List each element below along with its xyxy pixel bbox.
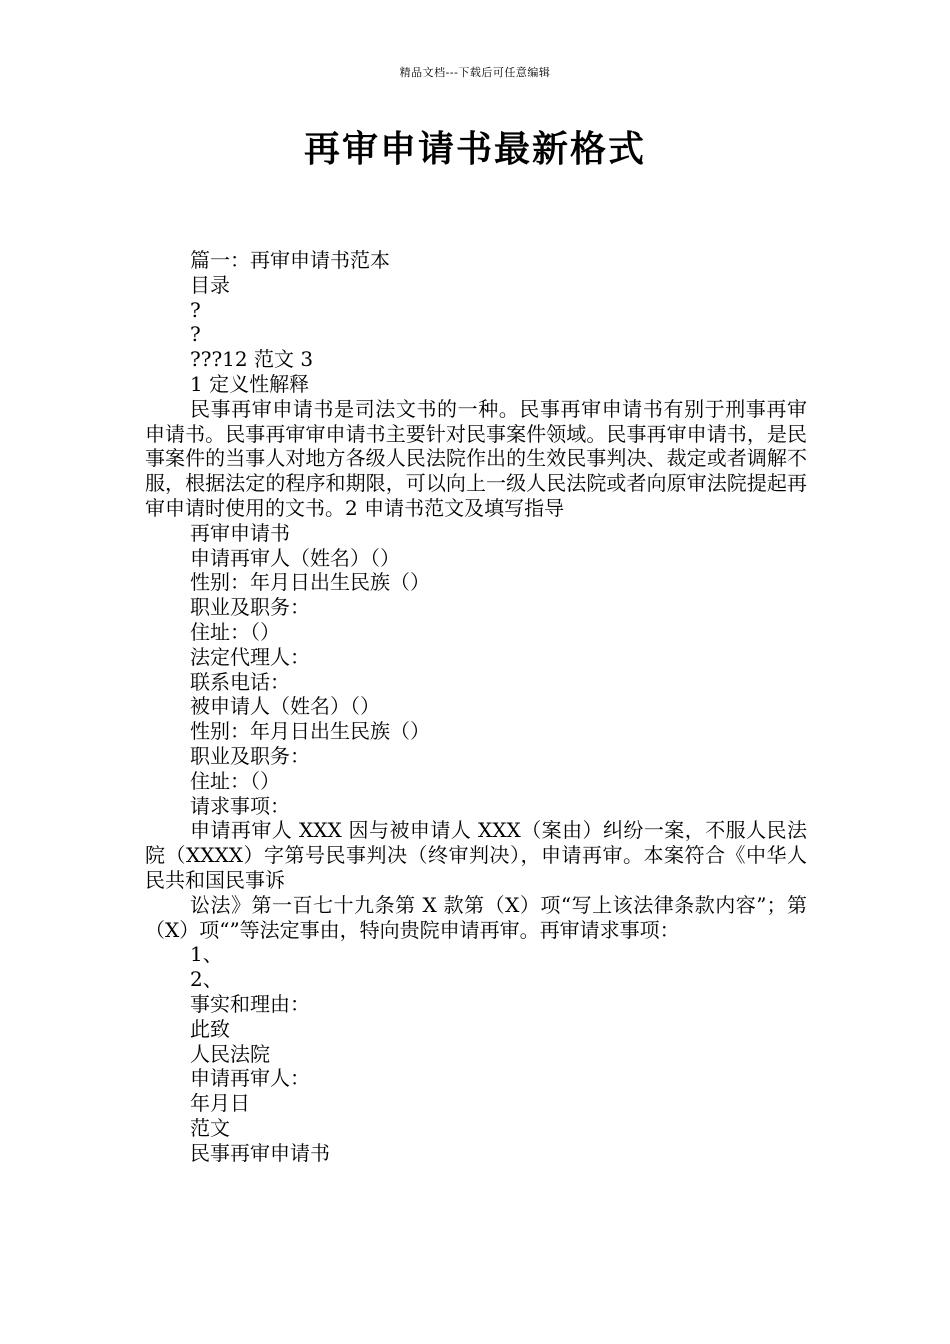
form-line: 年月日 [190, 1091, 250, 1116]
form-line: 性别：年月日出生民族（） [190, 719, 430, 744]
section-heading: 范文 [190, 1115, 230, 1140]
form-line: 申请再审人： [190, 1066, 310, 1091]
form-line: 性别：年月日出生民族（） [190, 570, 430, 595]
form-line: 此致 [190, 1016, 230, 1041]
form-line: 被申请人（姓名）（） [190, 694, 380, 719]
request-paragraph-continued: 讼法》第一百七十九条第 X 款第（X）项“写上该法律条款内容”；第（X）项“”等法定事由，特向贵院申请再审。再审请求事项： [145, 892, 807, 942]
form-line: 法定代理人： [190, 644, 310, 669]
form-line: 人民法院 [190, 1041, 270, 1066]
form-title: 民事再审申请书 [190, 1140, 330, 1165]
form-line: 联系电话： [190, 669, 290, 694]
request-paragraph: 申请再审人 XXX 因与被申请人 XXX（案由）纠纷一案，不服人民法院（XXXX）字第号民事判决（终审判决），申请再审。本案符合《中华人民共和国民事诉 [145, 818, 807, 892]
toc-item: ???12 范文 3 [190, 347, 314, 372]
form-line: 住址：（） [190, 619, 280, 644]
list-item: 1、 [190, 942, 223, 967]
form-line: 请求事项： [190, 793, 290, 818]
document-body [145, 248, 807, 1165]
subsection-heading: 1 定义性解释 [190, 371, 310, 396]
list-item: 2、 [190, 967, 223, 992]
form-title: 再审申请书 [190, 520, 290, 545]
header-note: 精品文档---下载后可任意编辑 [399, 66, 551, 79]
document-title: 再审申请书最新格式 [303, 129, 646, 170]
form-line: 职业及职务： [190, 743, 310, 768]
toc-item: ? [190, 322, 201, 347]
form-line: 住址：（） [190, 768, 280, 793]
form-line: 职业及职务： [190, 595, 310, 620]
form-line: 事实和理由： [190, 991, 310, 1016]
toc-heading: 目录 [190, 272, 230, 297]
section-heading: 篇一：再审申请书范本 [190, 248, 390, 272]
toc-item: ? [190, 297, 201, 322]
form-line: 申请再审人（姓名）（） [190, 545, 400, 570]
definition-paragraph: 民事再审申请书是司法文书的一种。民事再审申请书有别于刑事再审申请书。民事再审审申请书主要针对民事案件领域。民事再审申请书，是民事案件的当事人对地方各级人民法院作出的生效民事判决、裁定或者调解不服，根据法定的程序和期限，可以向上一级人民法院或者向原审法院提起再审申请时使用的文书。2 申请书范文及填写指导 [145, 396, 807, 520]
